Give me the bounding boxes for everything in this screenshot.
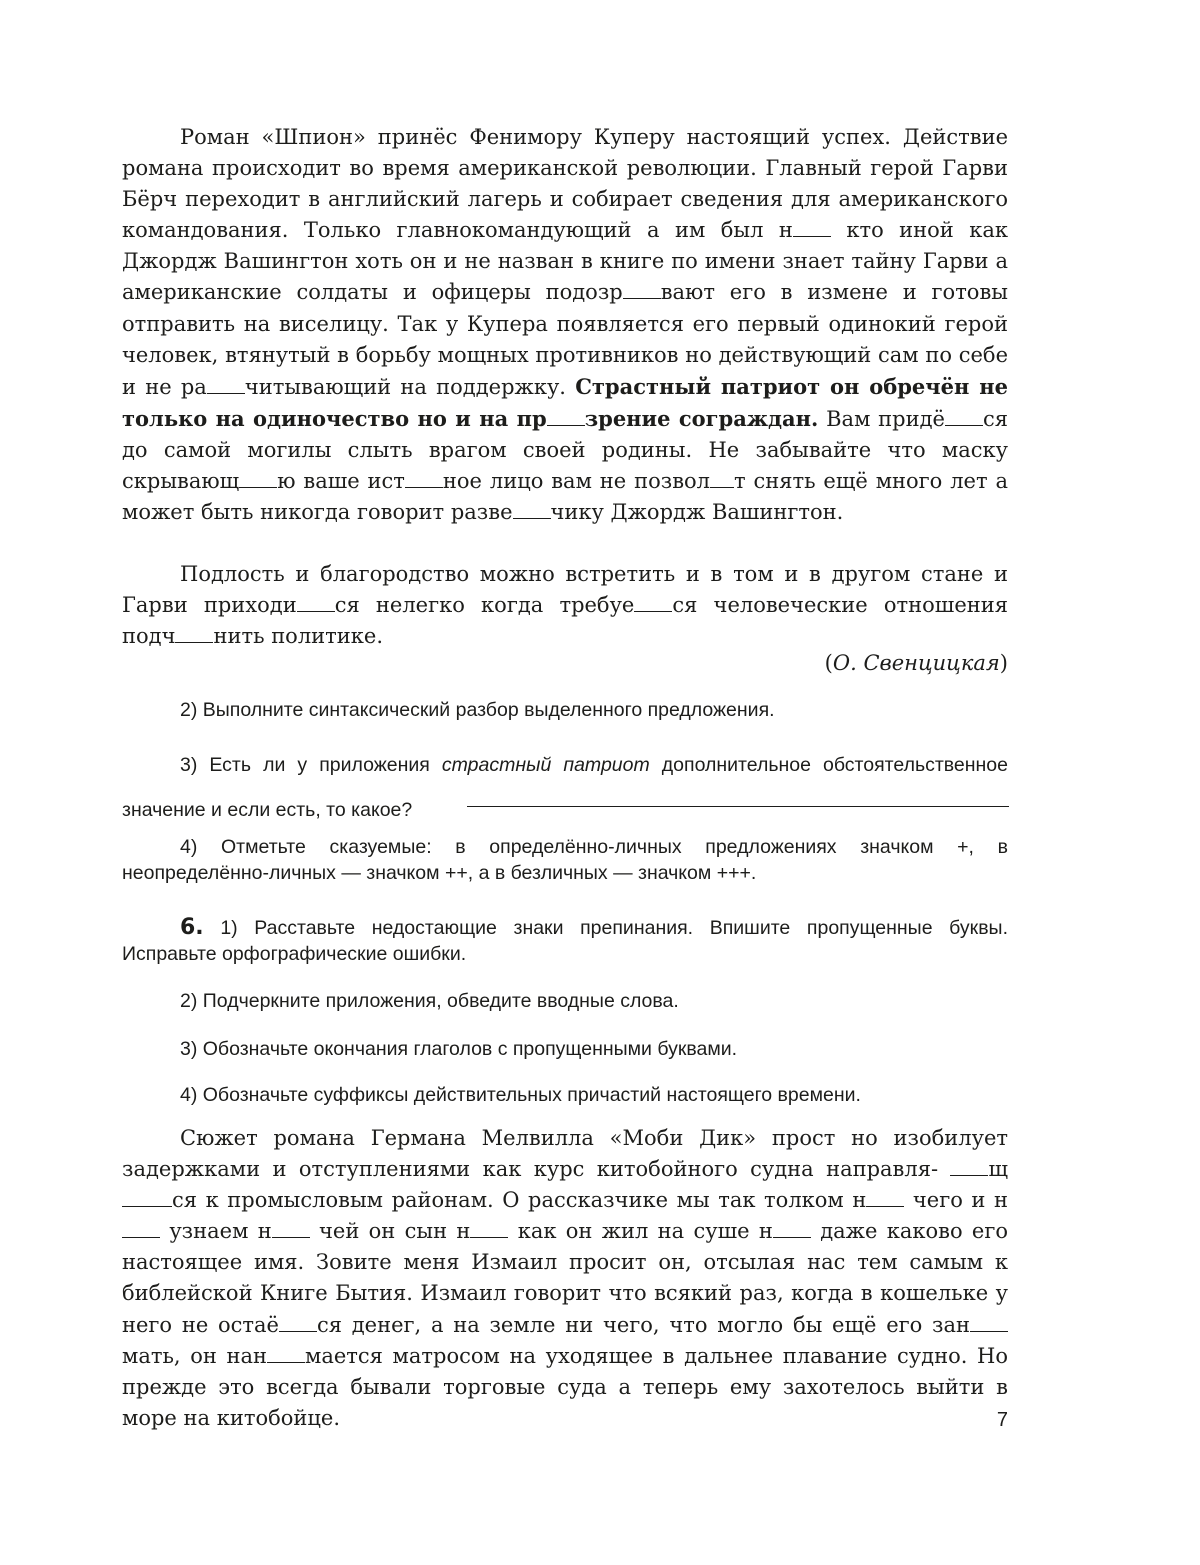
blank-gap bbox=[122, 1217, 160, 1238]
blank-gap bbox=[547, 405, 585, 426]
answer-line[interactable] bbox=[467, 806, 1009, 807]
page-number: 7 bbox=[996, 1409, 1008, 1431]
blank-gap bbox=[970, 1311, 1008, 1332]
task-6-2: 2) Подчеркните приложения, обведите вводные слова. bbox=[180, 990, 679, 1012]
highlighted-sentence: Страстный патриот он обречён не только на одиночество но и на пр зрение сограждан. bbox=[122, 373, 1008, 431]
text-author: (О. Свенцицкая) bbox=[824, 651, 1008, 675]
task-number: 6. bbox=[180, 915, 204, 940]
blank-gap bbox=[623, 279, 661, 300]
task-6-3: 3) Обозначьте окончания глаголов с пропущенными буквами. bbox=[180, 1038, 738, 1060]
task-6-4: 4) Обозначьте суффиксы действительных причастий настоящего времени. bbox=[180, 1084, 861, 1106]
blank-gap bbox=[405, 467, 443, 488]
text-paragraph-moby-dick: Сюжет романа Германа Мелвилла «Моби Дик» прост но изобилует задержками и отступлениями как курс китобойного судна направля- щся к промысловым районам. О рассказчике мы так толком н чего и н узнаем н чей он сын н как он жил на суше н даже каково его настоящее имя. Зовите меня Измаил просит он, отсылая нас тем самым к библейской Книге Бытия. Измаил говорит что всякий раз, когда в кошельке у него не остаё ся денег, а на земле ни чего, что могло бы ещё его занмать, он нан мается матросом на уходящее в дальнее плавание судно. Но прежде это всегда бывали торговые суда а теперь ему захотелось выйти в море на китобойце. bbox=[122, 1126, 1008, 1430]
blank-gap bbox=[634, 591, 672, 612]
text-paragraph-spy-1: Роман «Шпион» принёс Фенимору Куперу настоящий успех. Действие романа происходит во время американской революции. Главный герой Гарви Бёрч переходит в английский лагерь и собирает сведения для американского командования. Только главнокомандующий а им был н кто иной как Джордж Вашингтон хоть он и не назван в книге по имени знает тайну Гарви а американские солдаты и офицеры подозр вают его в измене и готовы отправить на виселицу. Так у Купера появляется его первый одинокий герой человек, втянутый в борьбу мощных противников но действующий сам по себе и не ра читывающий на поддержку. Страстный патриот он обречён не только на одиночество но и на пр зрение сограждан. Вам придё ся до самой могилы слыть врагом своей родины. Не забывайте что маску скрывающ ю ваше ист ное лицо вам не позвол т снять ещё много лет а может быть никогда говорит разве чику Джордж Вашингтон. bbox=[122, 125, 1008, 525]
blank-gap bbox=[945, 405, 983, 426]
blank-gap bbox=[710, 467, 734, 488]
task-5-2: 2) Выполните синтаксический разбор выделенного предложения. bbox=[180, 699, 775, 721]
blank-gap bbox=[950, 1155, 988, 1176]
blank-gap bbox=[175, 622, 213, 643]
blank-gap bbox=[272, 1217, 310, 1238]
blank-gap bbox=[207, 373, 245, 394]
text-paragraph-spy-2: Подлость и благородство можно встретить и в том и в другом стане и Гарви приходи ся нелегко когда требуе ся человеческие отношения подч нить политике. bbox=[122, 562, 1009, 649]
blank-gap bbox=[122, 1186, 172, 1207]
blank-gap bbox=[470, 1217, 508, 1238]
blank-gap bbox=[793, 216, 831, 237]
blank-gap bbox=[773, 1217, 811, 1238]
task-6-1: 6. 1) Расставьте недостающие знаки препинания. Впишите пропущенные буквы. Исправьте орфографические ошибки. bbox=[122, 915, 1008, 965]
task-5-4: 4) Отметьте сказуемые: в определённо-личных предложениях значком +, в неопределённо-личных — значком ++, а в безличных — значком +++. bbox=[122, 836, 1008, 884]
blank-gap bbox=[279, 1311, 317, 1332]
blank-gap bbox=[513, 498, 551, 519]
blank-gap bbox=[267, 1342, 305, 1363]
blank-gap bbox=[239, 467, 277, 488]
task-5-3: 3) Есть ли у приложения страстный патриот дополнительное обстоятельственное значение и если есть, то какое? bbox=[122, 754, 1008, 821]
blank-gap bbox=[866, 1186, 904, 1207]
term-italic: страстный патриот bbox=[441, 754, 650, 776]
blank-gap bbox=[297, 591, 335, 612]
